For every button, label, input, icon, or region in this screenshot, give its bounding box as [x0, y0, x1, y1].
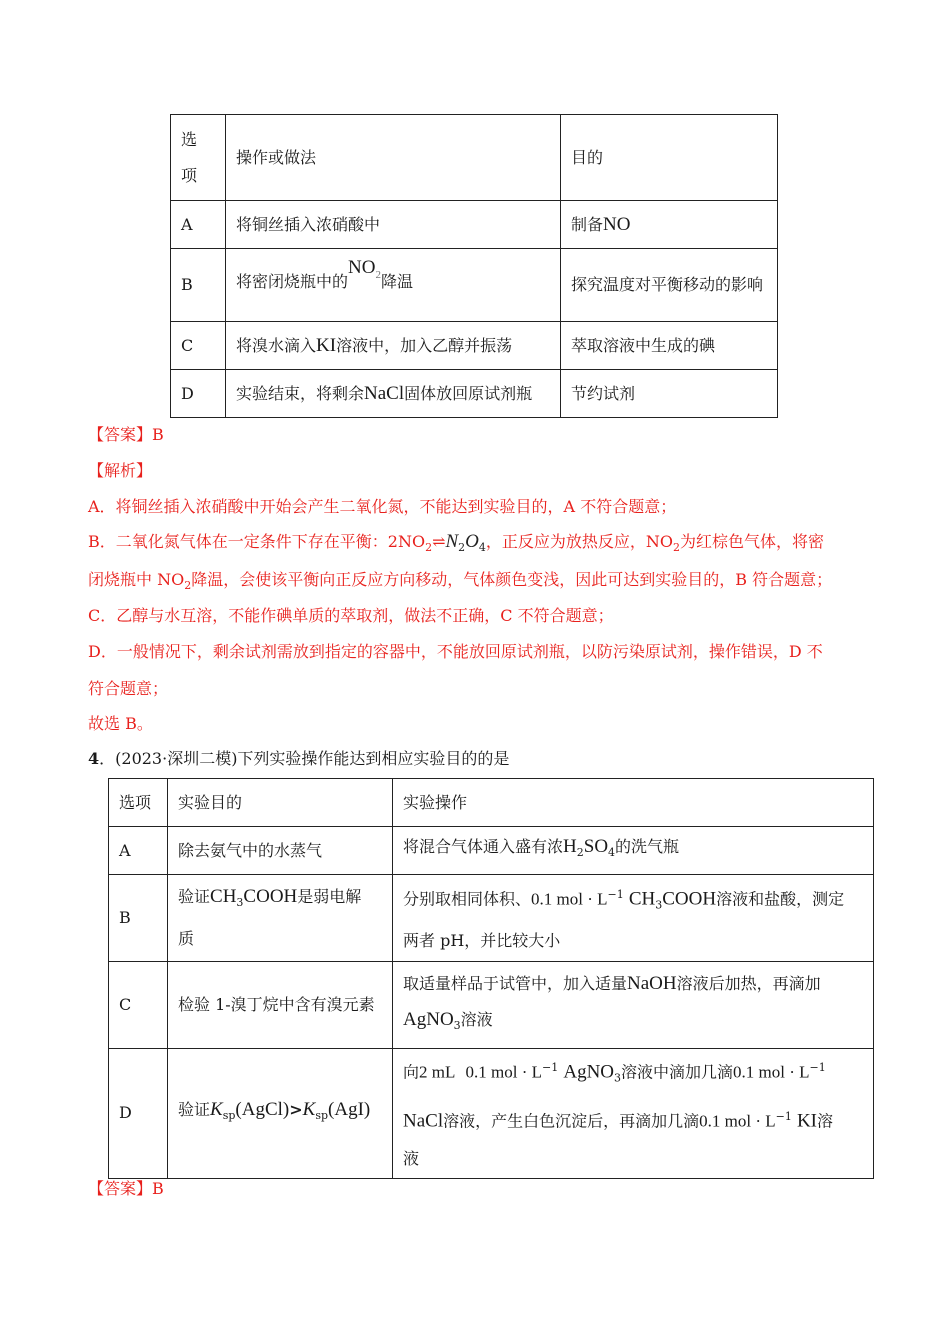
operation-cell: 将混合气体通入盛有浓$H_2SO_4$的洗气瓶 — [393, 827, 874, 875]
goal-cell: 验证$CH_3COOH$是弱电解 质 — [168, 875, 393, 962]
header-goal: 实验目的 — [168, 779, 393, 827]
option-label: B — [109, 875, 168, 962]
purpose-cell: 萃取溶液中生成的碘 — [561, 322, 778, 370]
header-option: 选项 — [109, 779, 168, 827]
goal-cell: 验证$K_{sp}(AgCl)>K_{sp}(AgI)$ — [168, 1049, 393, 1179]
answer-2: 【答案】B — [88, 1179, 164, 1198]
table-row — [171, 322, 778, 370]
operation-cell: 实验结束，将剩余NaCl固体放回原试剂瓶 — [226, 370, 561, 418]
table-row — [171, 370, 778, 418]
analysis-b-line2: 闭烧瓶中 $NO_2$降温，会使该平衡向正反应方向移动，气体颜色变浅，因此可达到实验目的，B 符合题意； — [88, 570, 833, 593]
operation-cell: 将溴水滴入KI溶液中，加入乙醇并振荡 — [226, 322, 561, 370]
operation-cell: 将铜丝插入浓硝酸中 — [226, 201, 561, 249]
header-option: 选 项 — [171, 115, 226, 201]
purpose-cell: 探究温度对平衡移动的影响 — [561, 249, 778, 322]
header-operation: 实验操作 — [393, 779, 874, 827]
answer-1: 【答案】B — [88, 425, 164, 444]
goal-cell: 检验 1-溴丁烷中含有溴元素 — [168, 962, 393, 1049]
purpose-cell: 制备NO — [561, 201, 778, 249]
goal-cell: 除去氨气中的水蒸气 — [168, 827, 393, 875]
options-table-1 — [170, 114, 778, 418]
operation-cell: 取适量样品于试管中，加入适量NaOH溶液后加热，再滴加 AgNO$_3$溶液 — [393, 962, 874, 1049]
operation-cell: 分别取相同体积、0.1 mol · $L^{-1}$ $CH_3COOH$溶液和盐酸，测定 两者 pH，并比较大小 — [393, 875, 874, 962]
analysis-a: A．将铜丝插入浓硝酸中开始会产生二氧化氮，不能达到实验目的，A 不符合题意； — [88, 497, 677, 516]
analysis-c: C．乙醇与水互溶，不能作碘单质的萃取剂，做法不正确，C 不符合题意； — [88, 606, 614, 625]
purpose-cell: 节约试剂 — [561, 370, 778, 418]
table-row — [109, 1049, 874, 1179]
options-table-2 — [108, 778, 874, 1179]
option-label: B — [171, 249, 226, 322]
analysis-b-line1: B．二氧化氮气体在一定条件下存在平衡：$2NO_2\rightleftharpoons N_2O_4$，正反应为放热反应，$NO_2$为红棕色气体，将密 — [88, 531, 825, 555]
option-label: A — [109, 827, 168, 875]
operation-cell: 向2 mL 0.1 mol · $L^{-1}$ AgNO$_3$溶液中滴加几滴0.1 mol · $L^{-1}$ NaCl溶液，产生白色沉淀后，再滴加几滴0.1 mol · $L^{-1}$ KI溶 液 — [393, 1049, 874, 1179]
table-row — [109, 827, 874, 875]
option-label: C — [109, 962, 168, 1049]
analysis-d-line1: D．一般情况下，剩余试剂需放到指定的容器中，不能放回原试剂瓶，以防污染原试剂，操作错误，D 不 — [88, 642, 823, 661]
header-purpose: 目的 — [561, 115, 778, 201]
analysis-label: 【解析】 — [88, 461, 153, 480]
option-label: C — [171, 322, 226, 370]
table-row — [109, 962, 874, 1049]
question-4: 4．(2023·深圳二模)下列实验操作能达到相应实验目的的是 — [88, 749, 510, 768]
table-header-row — [171, 115, 778, 201]
analysis-final: 故选 B。 — [88, 714, 153, 733]
option-label: D — [109, 1049, 168, 1179]
option-label: D — [171, 370, 226, 418]
table-row — [109, 875, 874, 962]
option-label: A — [171, 201, 226, 249]
table-row — [171, 201, 778, 249]
operation-cell: 将密闭烧瓶中的$NO_2$降温 — [226, 249, 561, 322]
header-operation: 操作或做法 — [226, 115, 561, 201]
analysis-d-line2: 符合题意； — [88, 679, 169, 698]
table-header-row — [109, 779, 874, 827]
table-row — [171, 249, 778, 322]
